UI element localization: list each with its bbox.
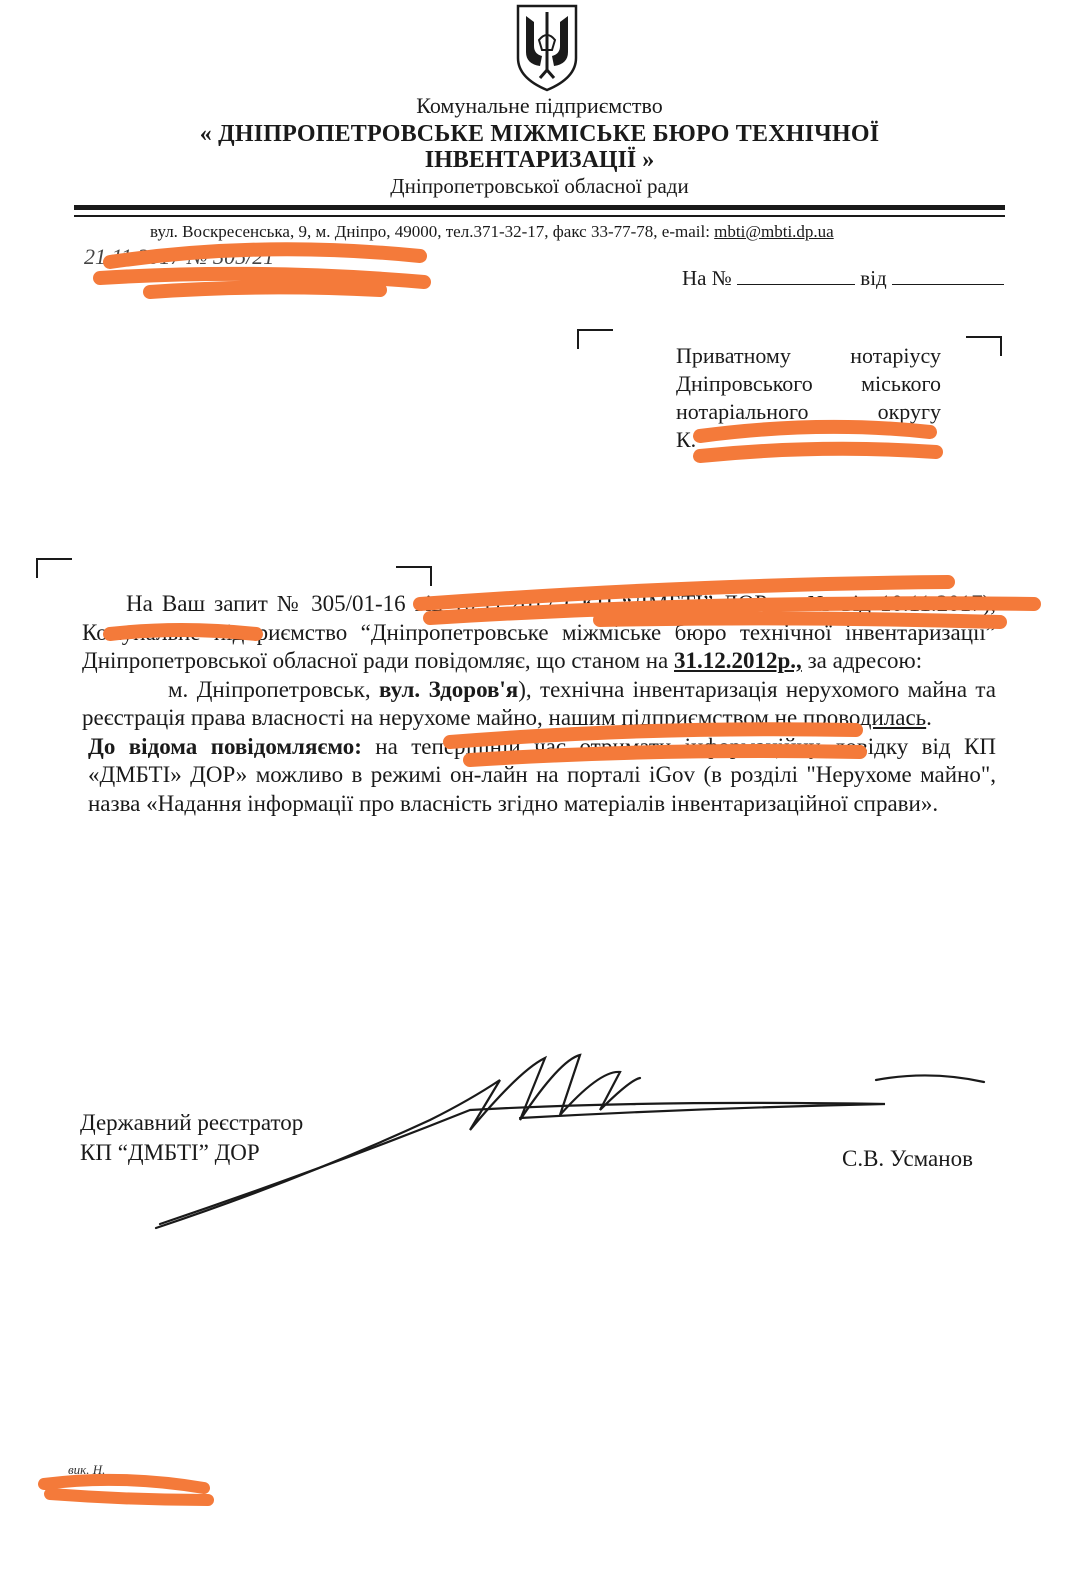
recipient-block xyxy=(676,342,941,454)
p1-part-a: На Ваш запит № 305/01-16 від 10.11.2017 ( КП “ДМБТІ” ДОР вх.№ xyxy=(126,591,842,616)
p2-street: вул. Здоров'я xyxy=(378,676,519,702)
org-type: Комунальне підприємство xyxy=(416,93,663,118)
recipient-line4: К. xyxy=(676,427,697,452)
signatory-position xyxy=(80,1108,303,1168)
org-address xyxy=(150,222,834,242)
recipient-corner-right xyxy=(966,336,1002,356)
signatory-name: С.В. Усманов xyxy=(842,1146,973,1171)
p3-bold: До відома повідомляємо: xyxy=(88,733,362,759)
recipient-line1: Приватному нотаріусу xyxy=(676,343,941,368)
trident-emblem-icon xyxy=(512,0,582,92)
recipient-line2: Дніпровського міського xyxy=(676,371,941,396)
ref-date-label: від xyxy=(860,266,887,290)
recipient-corner-left xyxy=(577,329,613,349)
ref-number-label: На № xyxy=(682,266,732,290)
position-line2: КП “ДМБТІ” ДОР xyxy=(80,1140,260,1165)
p2-part-b: ), технічна інвентаризація нерухомого майна та реєстрація права власності на нерухоме майно, нашим підприємством xyxy=(82,676,996,730)
subject-corner-left xyxy=(36,558,72,578)
p2-negative: не проводилась xyxy=(774,705,927,730)
paragraph-2 xyxy=(82,676,996,733)
p3-text: на теперішній час отримати інформаційну довідку від КП «ДМБТІ» ДОР» можливо в режимі он-лайн на порталі iGov (в розділі "Нерухоме майно", назва «Надання інформації про власність згідно матеріалів інвентаризаційної справи». xyxy=(88,733,996,816)
email-link[interactable]: mbti@mbti.dp.ua xyxy=(714,222,834,241)
header-rule-thin xyxy=(74,215,1005,217)
header-rule-thick xyxy=(74,205,1005,210)
recipient-line3: нотаріального округу xyxy=(676,399,941,424)
ref-date-blank xyxy=(892,266,1004,285)
letter-body xyxy=(82,590,996,818)
outgoing-number: 21.11.2017 № 305/21 xyxy=(84,244,275,269)
paragraph-3 xyxy=(82,733,996,819)
subject-corner-right xyxy=(396,566,432,586)
p1-part-b: від 10.11.2017), Комунальне підприємство “Дніпропетровське міжміське бюро технічної інвентаризації” Дніпропетровської обласної ради повідомляє, що станом на xyxy=(82,591,996,673)
p2-part-a: м. Дніпропетровськ, xyxy=(168,676,379,702)
p2-part-c: . xyxy=(926,705,932,730)
reference-line xyxy=(682,266,1004,291)
p1-part-c: за адресою: xyxy=(801,648,923,673)
position-line1: Державний реєстратор xyxy=(80,1110,304,1135)
executor-note: вик. Н. xyxy=(68,1462,106,1477)
org-parent: Дніпропетровської обласної ради xyxy=(390,174,689,198)
ref-number-blank xyxy=(737,266,855,285)
address-text: вул. Воскресенська, 9, м. Дніпро, 49000, тел.371-32-17, факс 33-77-78, e-mail: xyxy=(150,222,715,241)
status-date: 31.12.2012р., xyxy=(674,648,802,673)
paragraph-1 xyxy=(82,590,996,676)
org-name-line1: « ДНІПРОПЕТРОВСЬКЕ МІЖМІСЬКЕ БЮРО ТЕХНІЧНОЇ xyxy=(199,121,880,147)
org-name-line2: ІНВЕНТАРИЗАЦІЇ » xyxy=(424,147,655,173)
